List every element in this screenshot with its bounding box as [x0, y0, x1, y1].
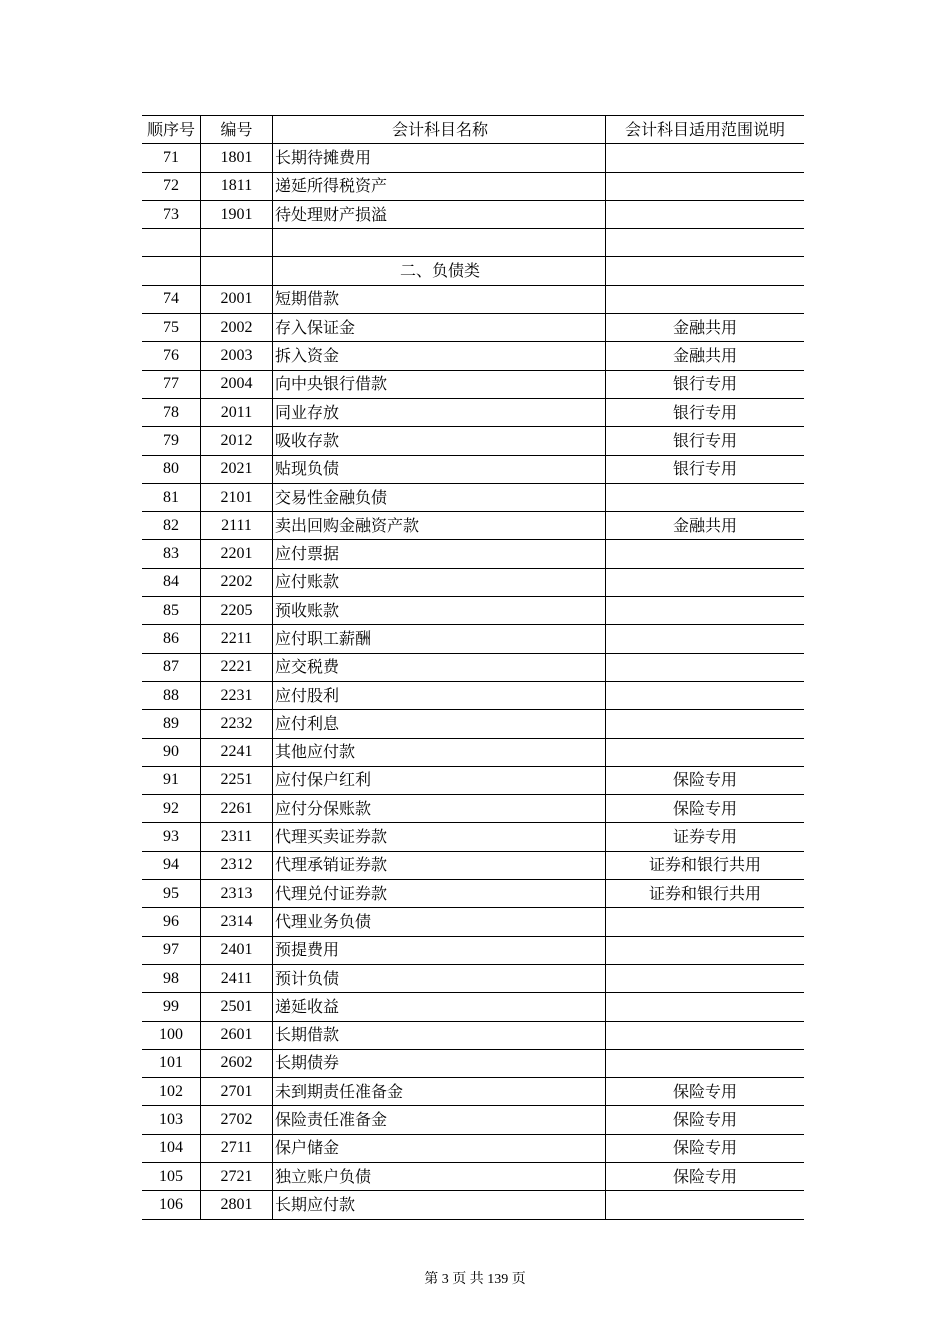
- scope-cell: 证券和银行共用: [606, 851, 805, 879]
- seq-cell: 86: [142, 625, 201, 653]
- code-cell: 2721: [201, 1162, 273, 1190]
- table-row: [142, 851, 804, 879]
- table-row: [142, 1078, 804, 1106]
- name-cell: 代理业务负债: [273, 908, 606, 936]
- seq-cell: 78: [142, 398, 201, 426]
- table-row: [142, 1106, 804, 1134]
- accounts-table-body: [142, 116, 804, 1220]
- table-row: [142, 314, 804, 342]
- name-cell: 预计负债: [273, 964, 606, 992]
- scope-cell: 保险专用: [606, 1134, 805, 1162]
- code-cell: 2002: [201, 314, 273, 342]
- name-cell: 同业存放: [273, 398, 606, 426]
- table-row: [142, 144, 804, 172]
- scope-cell: [606, 681, 805, 709]
- scope-cell: 金融共用: [606, 512, 805, 540]
- seq-cell: 102: [142, 1078, 201, 1106]
- code-cell: 2261: [201, 795, 273, 823]
- name-cell: 应交税费: [273, 653, 606, 681]
- name-cell: 贴现负债: [273, 455, 606, 483]
- seq-cell: 76: [142, 342, 201, 370]
- scope-cell: [606, 483, 805, 511]
- code-cell: 2701: [201, 1078, 273, 1106]
- code-cell: 2003: [201, 342, 273, 370]
- table-row: [142, 653, 804, 681]
- seq-cell: 79: [142, 427, 201, 455]
- name-cell: 应付票据: [273, 540, 606, 568]
- code-cell: 2231: [201, 681, 273, 709]
- table-row: [142, 370, 804, 398]
- name-cell: 代理买卖证券款: [273, 823, 606, 851]
- code-cell: 2241: [201, 738, 273, 766]
- name-cell: 递延所得税资产: [273, 172, 606, 200]
- code-cell: 1901: [201, 200, 273, 228]
- seq-cell: 83: [142, 540, 201, 568]
- scope-cell: [606, 568, 805, 596]
- name-cell: 预收账款: [273, 597, 606, 625]
- scope-cell: [606, 738, 805, 766]
- name-cell: [273, 229, 606, 257]
- table-row: [142, 993, 804, 1021]
- scope-cell: [606, 172, 805, 200]
- seq-cell: 91: [142, 766, 201, 794]
- name-cell: 其他应付款: [273, 738, 606, 766]
- code-cell: 2313: [201, 880, 273, 908]
- scope-cell: [606, 625, 805, 653]
- code-cell: 2004: [201, 370, 273, 398]
- scope-cell: [606, 653, 805, 681]
- table-row: [142, 285, 804, 313]
- code-cell: 2702: [201, 1106, 273, 1134]
- table-row: [142, 200, 804, 228]
- code-cell: 2711: [201, 1134, 273, 1162]
- name-cell: 短期借款: [273, 285, 606, 313]
- seq-cell: 95: [142, 880, 201, 908]
- seq-cell: 85: [142, 597, 201, 625]
- seq-cell: 87: [142, 653, 201, 681]
- seq-cell: 88: [142, 681, 201, 709]
- scope-cell: 证券专用: [606, 823, 805, 851]
- seq-cell: 93: [142, 823, 201, 851]
- seq-cell: 103: [142, 1106, 201, 1134]
- scope-cell: [606, 597, 805, 625]
- scope-cell: [606, 229, 805, 257]
- header-name: 会计科目名称: [273, 116, 606, 144]
- name-cell: 保户储金: [273, 1134, 606, 1162]
- name-cell: 拆入资金: [273, 342, 606, 370]
- table-row: [142, 597, 804, 625]
- table-row: [142, 398, 804, 426]
- scope-cell: 金融共用: [606, 342, 805, 370]
- scope-cell: [606, 1191, 805, 1219]
- code-cell: 2501: [201, 993, 273, 1021]
- table-row: [142, 1191, 804, 1219]
- scope-cell: 保险专用: [606, 795, 805, 823]
- seq-cell: 82: [142, 512, 201, 540]
- name-cell: 应付保户红利: [273, 766, 606, 794]
- seq-cell: 90: [142, 738, 201, 766]
- table-row: [142, 908, 804, 936]
- header-seq: 顺序号: [142, 116, 201, 144]
- seq-cell: 81: [142, 483, 201, 511]
- scope-cell: [606, 144, 805, 172]
- code-cell: 1811: [201, 172, 273, 200]
- seq-cell: 92: [142, 795, 201, 823]
- scope-cell: 保险专用: [606, 766, 805, 794]
- code-cell: 2001: [201, 285, 273, 313]
- name-cell: 交易性金融负债: [273, 483, 606, 511]
- seq-cell: 77: [142, 370, 201, 398]
- scope-cell: 银行专用: [606, 370, 805, 398]
- seq-cell: 89: [142, 710, 201, 738]
- table-row: [142, 964, 804, 992]
- table-row: [142, 427, 804, 455]
- seq-cell: 71: [142, 144, 201, 172]
- seq-cell: 105: [142, 1162, 201, 1190]
- code-cell: 2111: [201, 512, 273, 540]
- seq-cell: 74: [142, 285, 201, 313]
- seq-cell: 80: [142, 455, 201, 483]
- code-cell: 2221: [201, 653, 273, 681]
- seq-cell: 73: [142, 200, 201, 228]
- table-row: [142, 795, 804, 823]
- scope-cell: [606, 200, 805, 228]
- seq-cell: 72: [142, 172, 201, 200]
- seq-cell: 98: [142, 964, 201, 992]
- code-cell: 2311: [201, 823, 273, 851]
- scope-cell: [606, 964, 805, 992]
- name-cell: 代理承销证券款: [273, 851, 606, 879]
- seq-cell: 106: [142, 1191, 201, 1219]
- name-cell: 应付账款: [273, 568, 606, 596]
- seq-cell: 101: [142, 1049, 201, 1077]
- table-row: [142, 1134, 804, 1162]
- name-cell: 二、负债类: [273, 257, 606, 285]
- table-row: [142, 823, 804, 851]
- code-cell: 2601: [201, 1021, 273, 1049]
- scope-cell: [606, 710, 805, 738]
- code-cell: 2021: [201, 455, 273, 483]
- name-cell: 未到期责任准备金: [273, 1078, 606, 1106]
- seq-cell: 96: [142, 908, 201, 936]
- seq-cell: [142, 229, 201, 257]
- code-cell: 2251: [201, 766, 273, 794]
- scope-cell: 保险专用: [606, 1078, 805, 1106]
- name-cell: 吸收存款: [273, 427, 606, 455]
- name-cell: 存入保证金: [273, 314, 606, 342]
- table-row: [142, 1162, 804, 1190]
- name-cell: 应付分保账款: [273, 795, 606, 823]
- scope-cell: [606, 936, 805, 964]
- table-row: [142, 738, 804, 766]
- scope-cell: 保险专用: [606, 1106, 805, 1134]
- scope-cell: 银行专用: [606, 455, 805, 483]
- code-cell: 2312: [201, 851, 273, 879]
- table-row: [142, 936, 804, 964]
- name-cell: 长期应付款: [273, 1191, 606, 1219]
- scope-cell: [606, 285, 805, 313]
- table-row: [142, 172, 804, 200]
- scope-cell: 金融共用: [606, 314, 805, 342]
- header-scope: 会计科目适用范围说明: [606, 116, 805, 144]
- code-cell: 2602: [201, 1049, 273, 1077]
- scope-cell: [606, 257, 805, 285]
- name-cell: 向中央银行借款: [273, 370, 606, 398]
- code-cell: 2314: [201, 908, 273, 936]
- table-row: [142, 512, 804, 540]
- scope-cell: 银行专用: [606, 427, 805, 455]
- code-cell: 2205: [201, 597, 273, 625]
- table-row: [142, 568, 804, 596]
- name-cell: 长期借款: [273, 1021, 606, 1049]
- seq-cell: 94: [142, 851, 201, 879]
- code-cell: 2012: [201, 427, 273, 455]
- code-cell: 2101: [201, 483, 273, 511]
- name-cell: 应付股利: [273, 681, 606, 709]
- scope-cell: [606, 1049, 805, 1077]
- code-cell: 2202: [201, 568, 273, 596]
- code-cell: [201, 229, 273, 257]
- table-row: [142, 1021, 804, 1049]
- accounts-table: [142, 115, 804, 1220]
- name-cell: 递延收益: [273, 993, 606, 1021]
- scope-cell: 银行专用: [606, 398, 805, 426]
- table-row: [142, 880, 804, 908]
- scope-cell: [606, 908, 805, 936]
- table-row: [142, 342, 804, 370]
- code-cell: 2411: [201, 964, 273, 992]
- name-cell: 预提费用: [273, 936, 606, 964]
- table-row: [142, 229, 804, 257]
- table-row: [142, 681, 804, 709]
- code-cell: 1801: [201, 144, 273, 172]
- table-row: [142, 1049, 804, 1077]
- seq-cell: 84: [142, 568, 201, 596]
- table-row: [142, 455, 804, 483]
- seq-cell: 75: [142, 314, 201, 342]
- name-cell: 长期债券: [273, 1049, 606, 1077]
- seq-cell: 100: [142, 1021, 201, 1049]
- table-row: [142, 625, 804, 653]
- scope-cell: [606, 993, 805, 1021]
- code-cell: [201, 257, 273, 285]
- name-cell: 应付职工薪酬: [273, 625, 606, 653]
- name-cell: 应付利息: [273, 710, 606, 738]
- code-cell: 2211: [201, 625, 273, 653]
- scope-cell: 保险专用: [606, 1162, 805, 1190]
- scope-cell: [606, 540, 805, 568]
- section-row: [142, 257, 804, 285]
- code-cell: 2011: [201, 398, 273, 426]
- code-cell: 2232: [201, 710, 273, 738]
- name-cell: 独立账户负债: [273, 1162, 606, 1190]
- table-row: [142, 766, 804, 794]
- scope-cell: 证券和银行共用: [606, 880, 805, 908]
- table-row: [142, 540, 804, 568]
- code-cell: 2201: [201, 540, 273, 568]
- name-cell: 长期待摊费用: [273, 144, 606, 172]
- table-header-row: [142, 116, 804, 144]
- name-cell: 待处理财产损溢: [273, 200, 606, 228]
- name-cell: 保险责任准备金: [273, 1106, 606, 1134]
- header-code: 编号: [201, 116, 273, 144]
- scope-cell: [606, 1021, 805, 1049]
- seq-cell: 104: [142, 1134, 201, 1162]
- code-cell: 2401: [201, 936, 273, 964]
- page-footer: 第 3 页 共 139 页: [424, 1272, 526, 1287]
- table-row: [142, 710, 804, 738]
- name-cell: 代理兑付证券款: [273, 880, 606, 908]
- code-cell: 2801: [201, 1191, 273, 1219]
- seq-cell: 99: [142, 993, 201, 1021]
- seq-cell: 97: [142, 936, 201, 964]
- table-row: [142, 483, 804, 511]
- seq-cell: [142, 257, 201, 285]
- name-cell: 卖出回购金融资产款: [273, 512, 606, 540]
